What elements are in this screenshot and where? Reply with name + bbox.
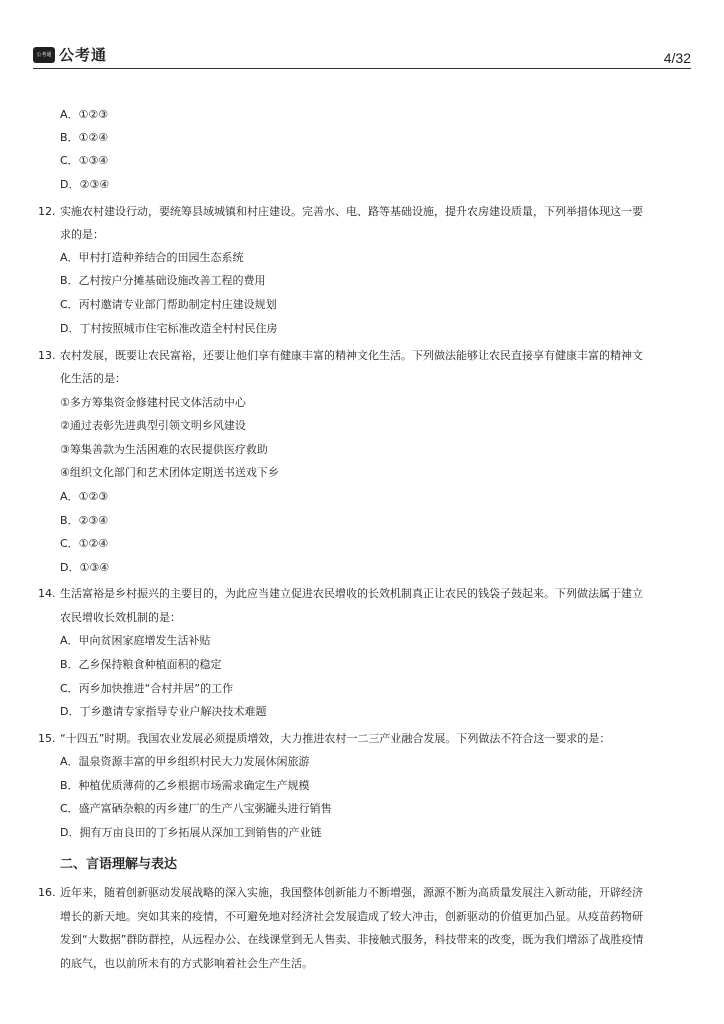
q13-option-b: B．②③④ xyxy=(60,514,109,527)
q14-option-a: A．甲向贫困家庭增发生活补贴 xyxy=(60,634,211,647)
q15-number: 15. xyxy=(38,732,56,745)
q13-option-c: C．①②④ xyxy=(60,537,109,550)
q14-stem-line1: 生活富裕是乡村振兴的主要目的，为此应当建立促进农民增收的长效机制真正让农民的钱袋子鼓起来。下列做法属于建立 xyxy=(60,587,643,600)
q11-option-c: C．①③④ xyxy=(60,154,109,167)
q15-option-c: C．盛产富硒杂粮的丙乡建厂的生产八宝粥罐头进行销售 xyxy=(60,802,332,815)
q12-stem-line2: 求的是： xyxy=(60,228,104,241)
q15-option-a: A．温泉资源丰富的甲乡组织村民大力发展休闲旅游 xyxy=(60,755,310,768)
section-title: 二、言语理解与表达 xyxy=(60,857,178,872)
q14-stem-line2: 农民增收长效机制的是： xyxy=(60,611,181,624)
page-header xyxy=(33,40,691,69)
q14-option-d: D．丁乡邀请专家指导专业户解决技术难题 xyxy=(60,705,267,718)
q13-option-d: D．①③④ xyxy=(60,561,110,574)
q14-option-b: B．乙乡保持粮食种植面积的稳定 xyxy=(60,658,222,671)
q12-option-d: D．丁村按照城市住宅标准改造全村村民住房 xyxy=(60,322,278,335)
q12-option-a: A．甲村打造种养结合的田园生态系统 xyxy=(60,251,244,264)
q12-option-b: B．乙村按户分摊基础设施改善工程的费用 xyxy=(60,274,266,287)
q15-stem-line1: “十四五”时期。我国农业发展必须提质增效，大力推进农村一二三产业融合发展。下列做法不符合这一要求的是： xyxy=(60,732,611,745)
page-number: 4/32 xyxy=(663,50,691,66)
q16-stem-line1: 近年来，随着创新驱动发展战略的深入实施，我国整体创新能力不断增强，源源不断为高质量发展注入新动能，开辟经济 xyxy=(60,886,643,899)
q12-number: 12. xyxy=(38,205,56,218)
q13-number: 13. xyxy=(38,349,56,362)
q13-item-3: ③筹集善款为生活困难的农民提供医疗救助 xyxy=(60,443,268,456)
q16-stem-line2: 增长的新天地。突如其来的疫情，不可避免地对经济社会发展造成了较大冲击，创新驱动的价值更加凸显。从疫苗药物研 xyxy=(60,910,643,923)
q12-stem-line1: 实施农村建设行动，要统筹县域城镇和村庄建设。完善水、电、路等基础设施，提升农房建设质量，下列举措体现这一要 xyxy=(60,205,643,218)
q15-option-b: B．种植优质薄荷的乙乡根据市场需求确定生产规模 xyxy=(60,779,310,792)
q11-option-b: B．①②④ xyxy=(60,131,109,144)
logo-badge: 公考通 xyxy=(33,47,55,63)
q13-stem-line1: 农村发展，既要让农民富裕，还要让他们享有健康丰富的精神文化生活。下列做法能够让农民直接享有健康丰富的精神文 xyxy=(60,349,643,362)
q12-option-c: C．丙村邀请专业部门帮助制定村庄建设规划 xyxy=(60,298,277,311)
q11-option-a: A．①②③ xyxy=(60,108,109,121)
q13-option-a: A．①②③ xyxy=(60,490,109,503)
q14-number: 14. xyxy=(38,587,56,600)
logo xyxy=(33,44,107,65)
q15-option-d: D．拥有万亩良田的丁乡拓展从深加工到销售的产业链 xyxy=(60,826,322,839)
logo-text: 公考通 xyxy=(59,46,108,64)
q16-stem-line3: 发到“大数据”群防群控，从远程办公、在线课堂到无人售卖、非接触式服务，科技带来的改变，既为我们增添了战胜疫情 xyxy=(60,933,644,946)
q11-option-d: D．②③④ xyxy=(60,178,110,191)
q13-item-1: ①多方筹集资金修建村民文体活动中心 xyxy=(60,396,246,409)
q16-stem-line4: 的底气，也以前所未有的方式影响着社会生产生活。 xyxy=(60,957,313,970)
q14-option-c: C．丙乡加快推进“合村并居”的工作 xyxy=(60,682,234,695)
q13-stem-line2: 化生活的是： xyxy=(60,372,126,385)
q13-item-2: ②通过表彰先进典型引领文明乡风建设 xyxy=(60,419,246,432)
q13-item-4: ④组织文化部门和艺术团体定期送书送戏下乡 xyxy=(60,466,279,479)
q16-number: 16. xyxy=(38,886,56,899)
